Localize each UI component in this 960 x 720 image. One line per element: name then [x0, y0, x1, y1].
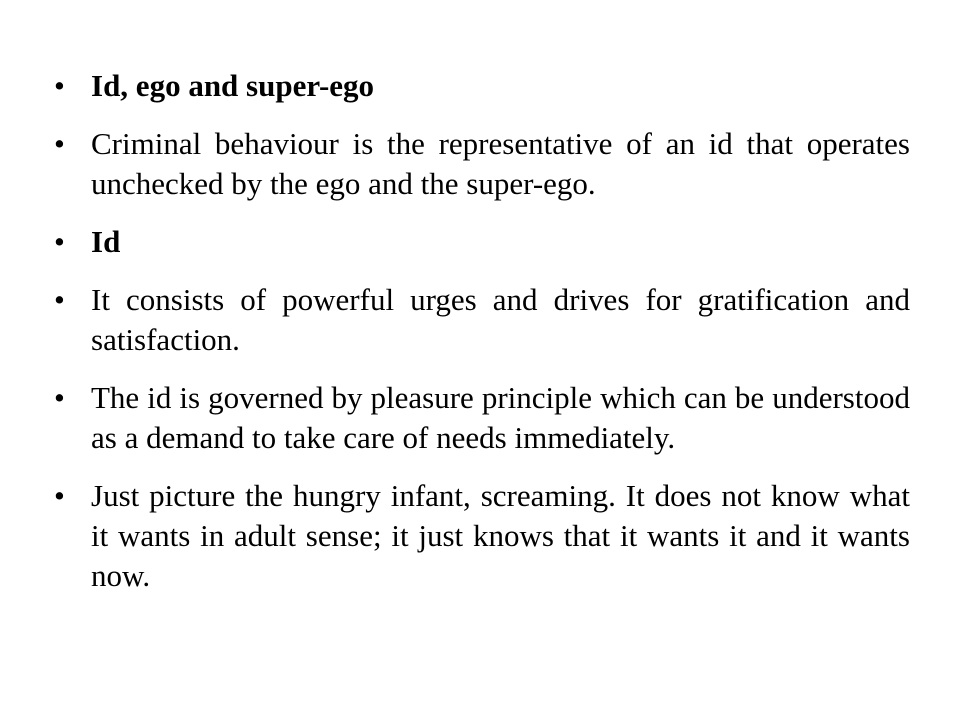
bullet-text: Id, ego and super-ego — [91, 68, 375, 103]
bullet-text: Just picture the hungry infant, screaming. It does not know what it wants in adult sense; it just knows that it wants it and it wants now. — [91, 478, 910, 593]
bullet-icon: • — [54, 68, 65, 103]
bullet-icon: • — [54, 126, 65, 161]
bullet-item-criminal-behaviour — [54, 124, 910, 204]
bullet-text: The id is governed by pleasure principle which can be understood as a demand to take care of needs immediately. — [91, 380, 910, 455]
bullet-icon: • — [54, 380, 65, 415]
bullet-item-pleasure-principle — [54, 378, 910, 458]
bullet-icon: • — [54, 478, 65, 513]
bullet-text: Criminal behaviour is the representative of an id that operates unchecked by the ego and the super-ego. — [91, 126, 910, 201]
bullet-item-heading-id-ego-superego — [54, 66, 910, 106]
bullet-item-heading-id — [54, 222, 910, 262]
bullet-item-hungry-infant — [54, 476, 910, 596]
bullet-list — [54, 66, 910, 614]
bullet-icon: • — [54, 282, 65, 317]
bullet-item-urges-drives — [54, 280, 910, 360]
bullet-text: Id — [91, 224, 121, 259]
bullet-text: It consists of powerful urges and drives for gratification and satisfaction. — [91, 282, 910, 357]
bullet-icon: • — [54, 224, 65, 259]
